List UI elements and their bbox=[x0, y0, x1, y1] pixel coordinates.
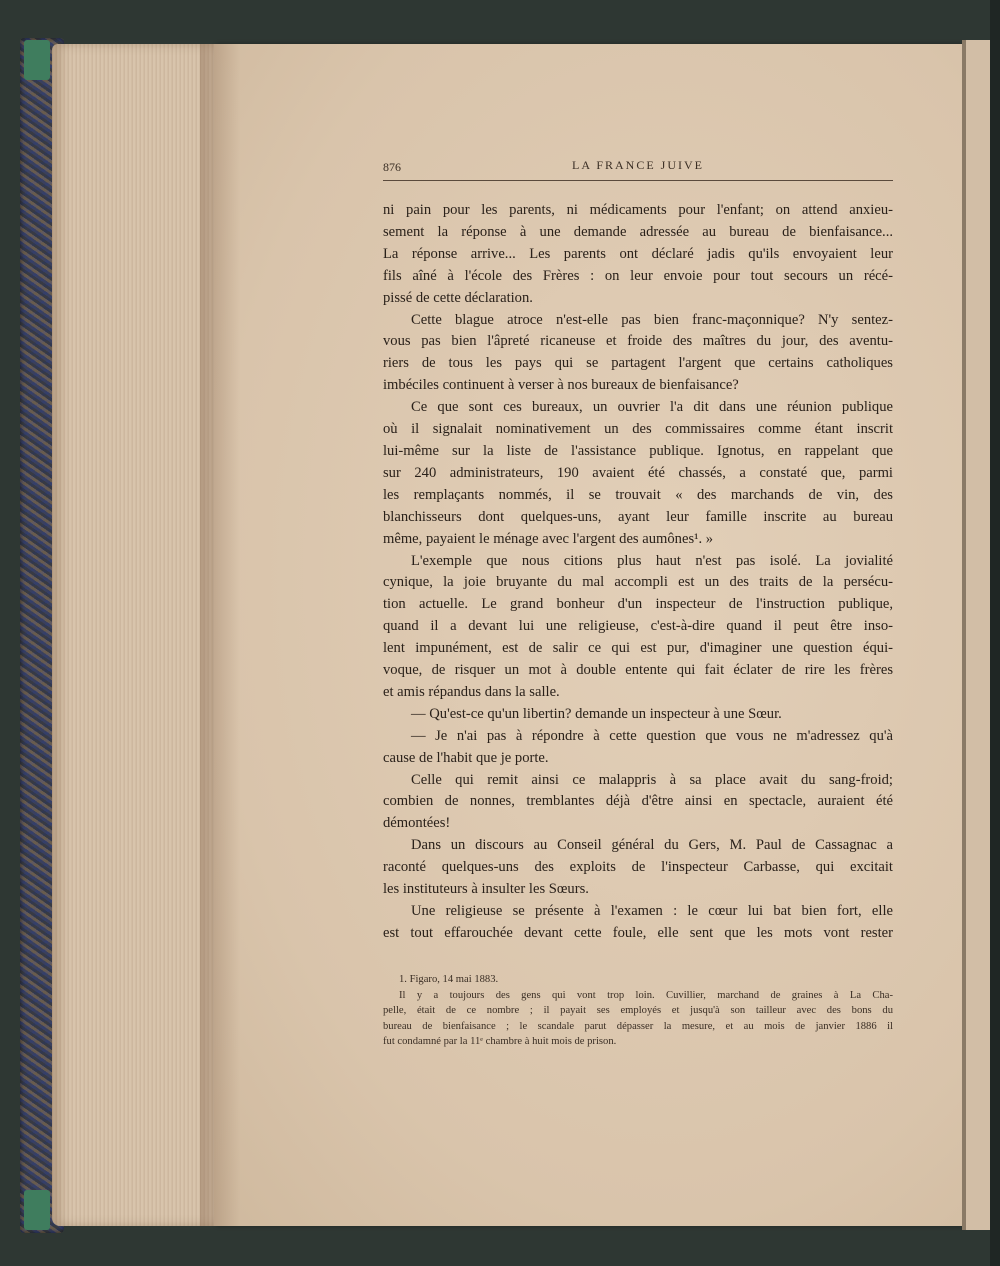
body-line: démontées! bbox=[383, 815, 451, 832]
body-line: fils aîné à l'école des Frères : on leur envoie pour tout secours un récé- bbox=[383, 267, 893, 284]
body-line: blanchisseurs dont quelques-uns, ayant leur famille inscrite au bureau bbox=[383, 508, 893, 525]
footnotes bbox=[383, 972, 893, 1050]
body-line: sement la réponse à une demande adressée au bureau de bienfaisance... bbox=[383, 223, 893, 240]
page-edges bbox=[52, 44, 222, 1226]
page-header bbox=[383, 156, 893, 182]
footnote-line: bureau de bienfaisance ; le scandale parut dépasser la mesure, et au mois de janvier 1886 il bbox=[383, 1020, 893, 1032]
body-line: — Qu'est-ce qu'un libertin? demande un inspecteur à une Sœur. bbox=[411, 705, 782, 722]
body-line: ni pain pour les parents, ni médicaments pour l'enfant; on attend anxieu- bbox=[383, 202, 893, 218]
footnote-line: Il y a toujours des gens qui vont trop loin. Cuvillier, marchand de graines à La Cha- bbox=[399, 989, 893, 1001]
body-line: combien de nonnes, tremblantes déjà d'être ainsi en spectacle, auraient été bbox=[383, 793, 893, 810]
body-line: les remplaçants nommés, il se trouvait « des marchands de vin, des bbox=[383, 486, 893, 503]
body-line: lui-même sur la liste de l'assistance publique. Ignotus, en rappelant que bbox=[383, 442, 893, 459]
running-title: LA FRANCE JUIVE bbox=[571, 158, 704, 172]
body-line: voque, de risquer un mot à double entente qui fait éclater de rire les frères bbox=[383, 662, 893, 679]
cover-corner-bottom bbox=[24, 1190, 50, 1230]
body-line: Une religieuse se présente à l'examen : le cœur lui bat bien fort, elle bbox=[411, 903, 893, 919]
body-line: quand il a devant lui une religieuse, c'est-à-dire quand il peut être inso- bbox=[383, 618, 893, 635]
page-gutter-shadow bbox=[200, 44, 240, 1226]
body-line: et amis répandus dans la salle. bbox=[383, 683, 560, 700]
page-number: 876 bbox=[383, 160, 401, 174]
body-text bbox=[383, 200, 893, 945]
footnote-line: 1. Figaro, 14 mai 1883. bbox=[399, 974, 499, 985]
footnote-line: fut condamné par la 11ᵉ chambre à huit mois de prison. bbox=[383, 1036, 617, 1048]
body-line: est tout effarouchée devant cette foule, elle sent que les mots vont rester bbox=[383, 924, 893, 941]
body-line: lent impunément, est de salir ce qui est pur, d'imaginer une question équi- bbox=[383, 640, 893, 657]
body-line: L'exemple que nous citions plus haut n'est pas isolé. La jovialité bbox=[411, 552, 893, 569]
body-line: pissé de cette déclaration. bbox=[383, 289, 533, 306]
body-line: Cette blague atroce n'est-elle pas bien franc-maçonnique? N'y sentez- bbox=[411, 311, 893, 328]
body-line: Dans un discours au Conseil général du Gers, M. Paul de Cassagnac a bbox=[411, 837, 893, 854]
body-line: vous pas bien l'âpreté ricaneuse et froide des maîtres du jour, des aventu- bbox=[383, 333, 893, 350]
body-line: — Je n'ai pas à répondre à cette question que vous ne m'adressez qu'à bbox=[411, 727, 893, 744]
body-line: La réponse arrive... Les parents ont déclaré jadis qu'ils envoyaient leur bbox=[383, 245, 893, 262]
body-line: riers de tous les pays qui se partagent l'argent que certains catholiques bbox=[383, 355, 893, 372]
body-line: imbéciles continuent à verser à nos bureaux de bienfaisance? bbox=[383, 377, 739, 394]
body-line: où il signalait nominativement un des commissaires comme étant inscrit bbox=[383, 421, 893, 438]
body-line: Ce que sont ces bureaux, un ouvrier l'a dit dans une réunion publique bbox=[411, 399, 893, 416]
body-line: cause de l'habit que je porte. bbox=[383, 749, 549, 766]
body-line: sur 240 administrateurs, 190 avaient été chassés, a constaté que, parmi bbox=[383, 464, 893, 481]
background-edge bbox=[990, 0, 1000, 1266]
cover-corner-top bbox=[24, 40, 50, 80]
body-line: Celle qui remit ainsi ce malappris à sa place avait du sang-froid; bbox=[411, 771, 893, 788]
body-line: tion actuelle. Le grand bonheur d'un inspecteur de l'instruction publique, bbox=[383, 596, 893, 613]
body-line: même, payaient le ménage avec l'argent des aumônes¹. » bbox=[383, 530, 714, 547]
header-rule bbox=[383, 180, 893, 181]
body-line: cynique, la joie bruyante du mal accompli est un des traits de la persécu- bbox=[383, 574, 893, 591]
footnote-line: pelle, était de ce nombre ; il payait ses employés et jusqu'à son tailleur avec des bons du bbox=[383, 1005, 893, 1017]
body-line: raconté quelques-uns des exploits de l'inspecteur Carbasse, qui excitait bbox=[383, 859, 893, 876]
body-line: les instituteurs à insulter les Sœurs. bbox=[383, 881, 589, 898]
